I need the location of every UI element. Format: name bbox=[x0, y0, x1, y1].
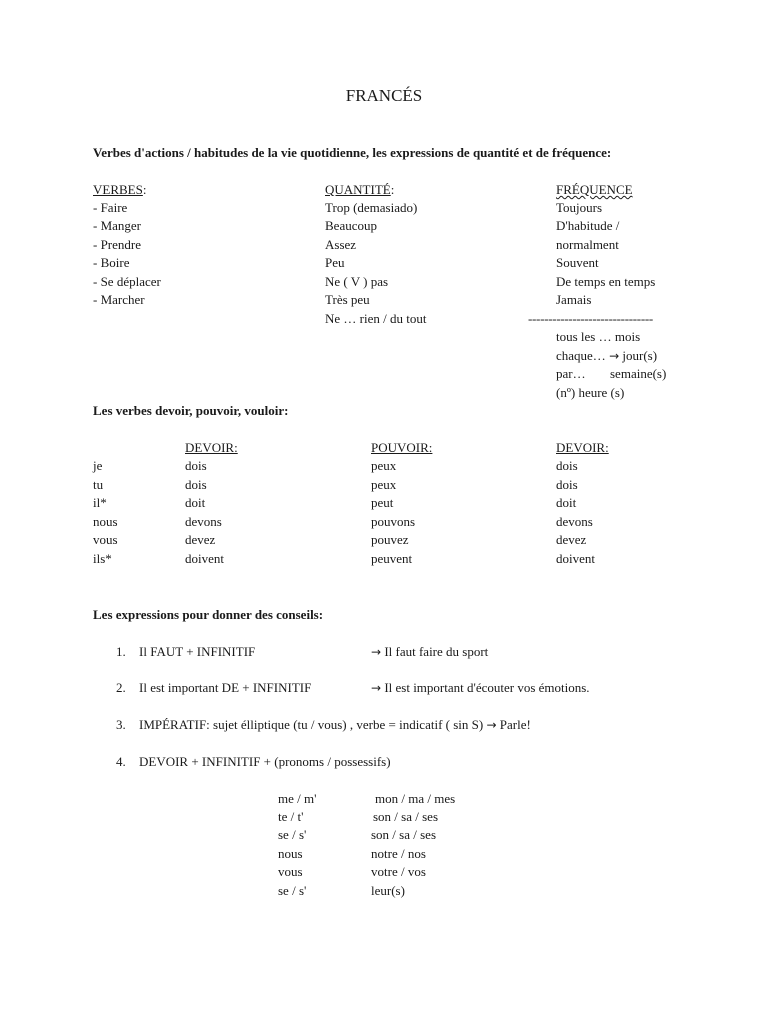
frequence-item: Souvent bbox=[556, 255, 599, 270]
pronom-cell: se / s' bbox=[278, 883, 307, 898]
frequence-header: FRÉQUENCE bbox=[556, 182, 633, 197]
quantite-header bbox=[325, 182, 394, 198]
arrow-icon: → bbox=[486, 718, 497, 732]
verbe-item: - Faire bbox=[93, 200, 128, 215]
advice-result bbox=[371, 644, 488, 660]
pouvoir-cell: peux bbox=[371, 458, 397, 473]
pouvoir-cell: peux bbox=[371, 477, 397, 492]
possessif-cell: votre / vos bbox=[371, 864, 426, 879]
pronoun-cell: il* bbox=[93, 495, 107, 510]
possessif-cell: son / sa / ses bbox=[373, 809, 438, 824]
devoir-cell: devons bbox=[185, 514, 222, 529]
frequence-item: normalment bbox=[556, 237, 619, 252]
pronoun-cell: vous bbox=[93, 532, 118, 547]
verbes-header-label: VERBES bbox=[93, 182, 143, 197]
devoir2-cell: dois bbox=[556, 477, 578, 492]
devoir-cell: dois bbox=[185, 477, 207, 492]
pronoun-cell: ils* bbox=[93, 551, 112, 566]
advice-result-text: Il faut faire du sport bbox=[384, 644, 489, 659]
advice-text: Il FAUT + INFINITIF bbox=[139, 644, 256, 659]
arrow-icon: → bbox=[609, 349, 620, 363]
possessif-cell: leur(s) bbox=[371, 883, 405, 898]
section2-heading: Les verbes devoir, pouvoir, vouloir: bbox=[93, 403, 289, 418]
pronom-cell: se / s' bbox=[278, 827, 307, 842]
advice-text: DEVOIR + INFINITIF + (pronoms / possessifs) bbox=[139, 754, 391, 769]
pouvoir-cell: pouvons bbox=[371, 514, 416, 529]
verbes-header-colon: : bbox=[142, 182, 147, 197]
frequence-extra-line: (nº) heure (s) bbox=[556, 385, 625, 400]
advice-number: 4. bbox=[116, 754, 126, 769]
quantite-item: Très peu bbox=[325, 292, 370, 307]
pronom-cell: nous bbox=[278, 846, 303, 861]
conj-header-devoir2: DEVOIR: bbox=[556, 440, 609, 455]
pouvoir-cell: peuvent bbox=[371, 551, 413, 566]
frequence-item: De temps en temps bbox=[556, 274, 656, 289]
quantite-item: Assez bbox=[325, 237, 357, 252]
conj-header-devoir: DEVOIR: bbox=[185, 440, 238, 455]
verbe-item: - Marcher bbox=[93, 292, 145, 307]
devoir2-cell: devons bbox=[556, 514, 593, 529]
jours-text: jour(s) bbox=[622, 348, 658, 363]
possessif-cell: son / sa / ses bbox=[371, 827, 436, 842]
quantite-header-label: QUANTITÉ bbox=[325, 182, 391, 197]
devoir2-cell: doivent bbox=[556, 551, 595, 566]
quantite-item: Peu bbox=[325, 255, 345, 270]
section1-heading: Verbes d'actions / habitudes de la vie quotidienne, les expressions de quantité et de fréquence: bbox=[93, 145, 612, 160]
possessif-cell: mon / ma / mes bbox=[375, 791, 456, 806]
verbe-item: - Se déplacer bbox=[93, 274, 161, 289]
arrow-icon: → bbox=[371, 681, 382, 695]
chaque-text: chaque… bbox=[556, 348, 606, 363]
devoir-cell: devez bbox=[185, 532, 216, 547]
frequence-item: D'habitude / bbox=[556, 218, 620, 233]
possessif-cell: notre / nos bbox=[371, 846, 426, 861]
frequence-item: Jamais bbox=[556, 292, 592, 307]
frequence-extra-line bbox=[556, 348, 657, 364]
quantite-item: Beaucoup bbox=[325, 218, 377, 233]
verbes-header bbox=[93, 182, 146, 198]
devoir-cell: doit bbox=[185, 495, 206, 510]
pronom-cell: me / m' bbox=[278, 791, 317, 806]
semaines-text: semaine(s) bbox=[610, 366, 667, 381]
pouvoir-cell: pouvez bbox=[371, 532, 409, 547]
arrow-icon: → bbox=[371, 645, 382, 659]
devoir-cell: dois bbox=[185, 458, 207, 473]
advice-text: Il est important DE + INFINITIF bbox=[139, 680, 312, 695]
frequence-item: Toujours bbox=[556, 200, 603, 215]
devoir-cell: doivent bbox=[185, 551, 224, 566]
separator-line: ------------------------------- bbox=[528, 311, 653, 326]
advice-result bbox=[371, 680, 590, 696]
quantite-item: Trop (demasiado) bbox=[325, 200, 418, 215]
advice-result-text: Parle! bbox=[499, 717, 531, 732]
advice-line bbox=[139, 717, 531, 733]
advice-result-text: Il est important d'écouter vos émotions. bbox=[384, 680, 590, 695]
verbe-item: - Prendre bbox=[93, 237, 142, 252]
verbe-item: - Boire bbox=[93, 255, 130, 270]
devoir2-cell: dois bbox=[556, 458, 578, 473]
advice-number: 3. bbox=[116, 717, 126, 732]
pronoun-cell: nous bbox=[93, 514, 118, 529]
devoir2-cell: doit bbox=[556, 495, 577, 510]
quantite-header-colon: : bbox=[390, 182, 395, 197]
pronom-cell: te / t' bbox=[278, 809, 304, 824]
pronom-cell: vous bbox=[278, 864, 303, 879]
page-title: FRANCÉS bbox=[345, 86, 423, 105]
frequence-extra-line: tous les … mois bbox=[556, 329, 641, 344]
advice-number: 1. bbox=[116, 644, 126, 659]
pronoun-cell: tu bbox=[93, 477, 104, 492]
quantite-item: Ne ( V ) pas bbox=[325, 274, 389, 289]
conj-header-pouvoir: POUVOIR: bbox=[371, 440, 433, 455]
quantite-item: Ne … rien / du tout bbox=[325, 311, 427, 326]
devoir2-cell: devez bbox=[556, 532, 587, 547]
par-text: par… bbox=[556, 366, 586, 381]
verbe-item: - Manger bbox=[93, 218, 142, 233]
advice-text: IMPÉRATIF: sujet élliptique (tu / vous) , verbe = indicatif ( sin S) bbox=[139, 717, 484, 732]
pouvoir-cell: peut bbox=[371, 495, 394, 510]
section3-heading: Les expressions pour donner des conseils: bbox=[93, 607, 324, 622]
pronoun-cell: je bbox=[93, 458, 103, 473]
advice-number: 2. bbox=[116, 680, 126, 695]
